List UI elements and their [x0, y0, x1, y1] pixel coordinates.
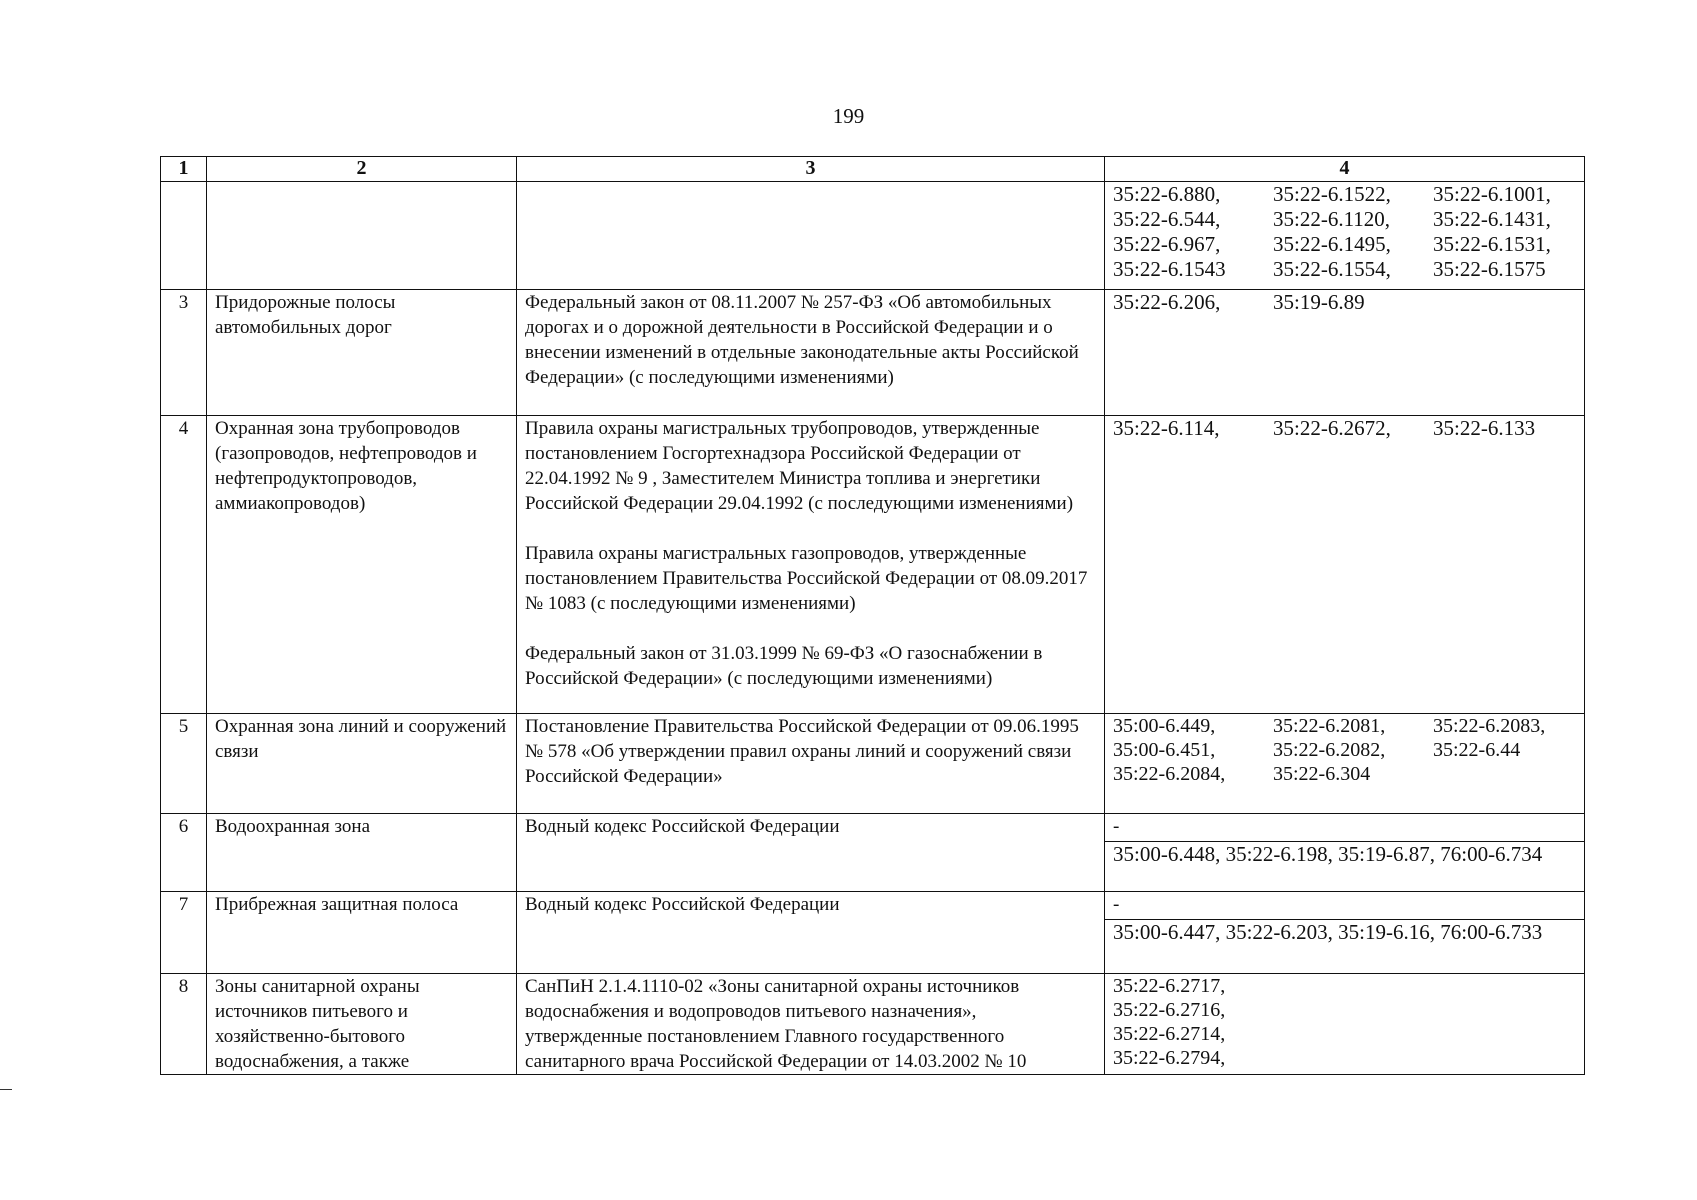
- zone-law: Федеральный закон от 08.11.2007 № 257-ФЗ «Об автомобильных дорогах и о дорожной деятельности в Российской Федерации и о внесении изменений в отдельные законодательные акты Российской Федерации» (с последующими изменениями): [517, 290, 1105, 416]
- code: 35:22-6.2714,: [1113, 1023, 1226, 1045]
- code: [1433, 762, 1583, 786]
- code: 35:19-6.89: [1273, 290, 1365, 314]
- code-dash: -: [1105, 892, 1584, 920]
- code: 35:22-6.1575: [1433, 257, 1546, 281]
- code: 35:22-6.1495,: [1273, 232, 1391, 256]
- zone-law: [517, 416, 1105, 714]
- zone-law: [517, 182, 1105, 290]
- zone-name: [207, 182, 517, 290]
- code: 35:22-6.2084,: [1113, 763, 1226, 785]
- code-list: 35:00-6.448, 35:22-6.198, 35:19-6.87, 76:00-6.734: [1113, 842, 1543, 866]
- zone-law: СанПиН 2.1.4.1110-02 «Зоны санитарной охраны источников водоснабжения и водопроводов питьевого назначения», утвержденные постановлением Главного государственного санитарного врача Российской Федерации от 14.03.2002 № 10: [517, 974, 1105, 1075]
- code-list: 35:00-6.447, 35:22-6.203, 35:19-6.16, 76:00-6.733: [1113, 920, 1543, 944]
- table-row: [161, 714, 1585, 814]
- table-row: [161, 814, 1585, 892]
- zone-codes: [1105, 892, 1585, 974]
- code: 35:22-6.206,: [1113, 290, 1221, 314]
- table-row: [161, 974, 1585, 1075]
- column-header: 2: [207, 157, 517, 182]
- margin-mark: [0, 1089, 12, 1090]
- code: 35:22-6.1431,: [1433, 207, 1551, 231]
- zone-codes: [1105, 974, 1585, 1075]
- zone-codes: [1105, 814, 1585, 892]
- row-number: [161, 182, 207, 290]
- zone-name: Зоны санитарной охраны источников питьевого и хозяйственно-бытового водоснабжения, а также: [207, 974, 517, 1075]
- code: 35:22-6.1120,: [1273, 207, 1391, 231]
- page-number: 199: [832, 104, 865, 128]
- code: 35:22-6.2794,: [1113, 1047, 1226, 1069]
- law-text: Правила охраны магистральных трубопроводов, утвержденные постановлением Госгортехнадзора Российской Федерации от 22.04.1992 № 9 , Заместителем Министра топлива и энергетики Российской Федерации 29.04.1992 (с последующими изменениями): [525, 418, 1074, 514]
- row-number: 5: [161, 714, 207, 814]
- zone-name: Охранная зона трубопроводов (газопроводов, нефтепроводов и нефтепродуктопроводов, аммиакопроводов): [207, 416, 517, 714]
- zone-name: Прибрежная защитная полоса: [207, 892, 517, 974]
- code: 35:22-6.1522,: [1273, 182, 1391, 206]
- code: 35:22-6.2716,: [1113, 999, 1226, 1021]
- law-text: Федеральный закон от 31.03.1999 № 69-ФЗ «О газоснабжении в Российской Федерации» (с последующими изменениями): [525, 643, 1043, 689]
- row-number: 7: [161, 892, 207, 974]
- zone-codes: [1105, 182, 1585, 290]
- law-text: Правила охраны магистральных газопроводов, утвержденные постановлением Правительства Российской Федерации от 08.09.2017 № 1083 (с последующими изменениями): [525, 543, 1088, 614]
- code: 35:22-6.2081,: [1273, 715, 1386, 737]
- zone-name: Охранная зона линий и сооружений связи: [207, 714, 517, 814]
- code: 35:22-6.2717,: [1113, 975, 1226, 997]
- zone-law: Водный кодекс Российской Федерации: [517, 892, 1105, 974]
- zone-codes: [1105, 416, 1585, 714]
- column-header: 3: [517, 157, 1105, 182]
- column-header: 4: [1105, 157, 1585, 182]
- zone-name: Водоохранная зона: [207, 814, 517, 892]
- table-row: [161, 416, 1585, 714]
- zone-law: Водный кодекс Российской Федерации: [517, 814, 1105, 892]
- row-number: 3: [161, 290, 207, 416]
- code: 35:22-6.1531,: [1433, 232, 1551, 256]
- code: 35:00-6.451,: [1113, 739, 1216, 761]
- code: 35:22-6.133: [1433, 416, 1536, 440]
- row-number: 4: [161, 416, 207, 714]
- code: 35:22-6.544,: [1113, 207, 1221, 231]
- zone-codes: [1105, 290, 1585, 416]
- zones-table: [160, 156, 1585, 1075]
- code: 35:22-6.304: [1273, 763, 1371, 785]
- code: 35:22-6.967,: [1113, 232, 1221, 256]
- code: 35:22-6.114,: [1113, 416, 1220, 440]
- code: 35:22-6.1543: [1113, 257, 1226, 281]
- code: 35:22-6.1554,: [1273, 257, 1391, 281]
- zone-law: Постановление Правительства Российской Федерации от 09.06.1995 № 578 «Об утверждении правил охраны линий и сооружений связи Российской Федерации»: [517, 714, 1105, 814]
- code: 35:22-6.2083,: [1433, 715, 1546, 737]
- zone-codes: [1105, 714, 1585, 814]
- code-dash: -: [1105, 814, 1584, 842]
- table-row: [161, 290, 1585, 416]
- code: [1433, 290, 1583, 315]
- code: 35:22-6.44: [1433, 739, 1521, 761]
- column-header: 1: [161, 157, 207, 182]
- code: 35:22-6.880,: [1113, 182, 1221, 206]
- code: 35:22-6.2672,: [1273, 416, 1391, 440]
- table-row: [161, 182, 1585, 290]
- table-row: [161, 892, 1585, 974]
- row-number: 6: [161, 814, 207, 892]
- row-number: 8: [161, 974, 207, 1075]
- code: 35:22-6.1001,: [1433, 182, 1551, 206]
- zone-name: Придорожные полосы автомобильных дорог: [207, 290, 517, 416]
- code: 35:22-6.2082,: [1273, 739, 1386, 761]
- code: 35:00-6.449,: [1113, 715, 1216, 737]
- table-header-row: [161, 157, 1585, 182]
